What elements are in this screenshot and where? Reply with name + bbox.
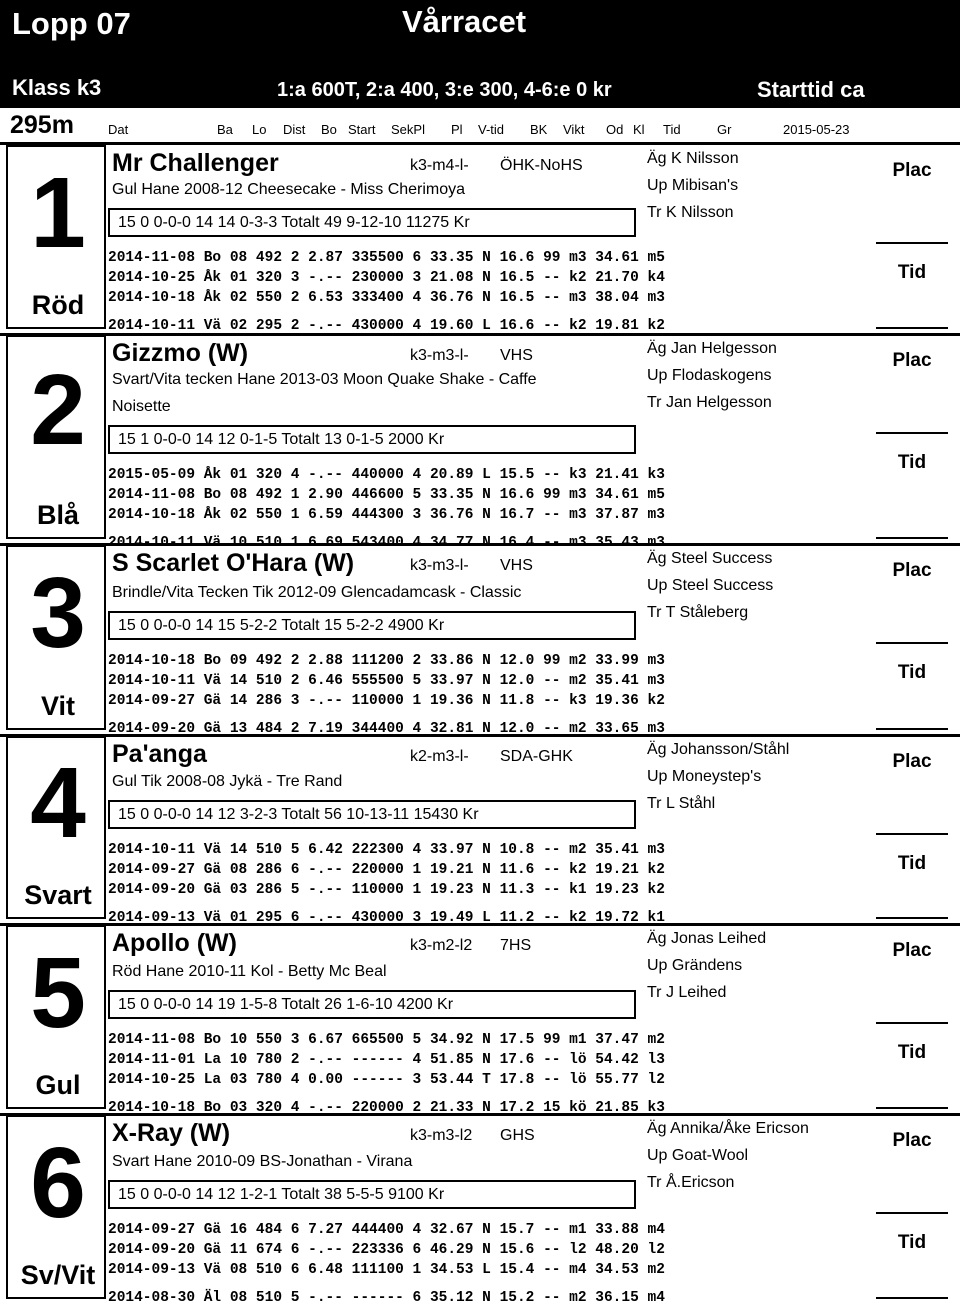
blanket-color: Blå	[36, 500, 80, 530]
stats-box: 15 0 0-0-0 14 12 3-2-3 Totalt 56 10-13-11 15430 Kr	[108, 800, 636, 829]
plac-label: Plac	[892, 1130, 932, 1151]
start-number-box	[6, 925, 106, 1109]
tid-line	[876, 917, 948, 919]
column-header: Dat	[108, 122, 129, 137]
start-number: 4	[30, 747, 86, 859]
tid-line	[876, 1297, 948, 1299]
home-track: SDA-GHK	[500, 748, 573, 765]
horse-name: Pa'anga	[112, 740, 207, 768]
start-number-box	[6, 736, 106, 919]
race-class: Klass k3	[12, 75, 102, 100]
horse-info: Brindle/Vita Tecken Tik 2012-09 Glencadamcask - Classic	[112, 584, 522, 601]
runner-block	[0, 1115, 960, 1305]
start-row: 2014-09-20 Gä 11 674 6 -.-- 223336 6 46.29 N 15.6 -- l2 48.20 l2	[108, 1242, 665, 1258]
column-header: Ba	[217, 122, 233, 137]
tid-line	[876, 327, 948, 329]
start-row: 2015-05-09 Åk 01 320 4 -.-- 440000 4 20.89 L 15.5 -- k3 21.41 k3	[108, 467, 665, 483]
start-row: 2014-09-27 Gä 08 286 6 -.-- 220000 1 19.21 N 11.6 -- k2 19.21 k2	[108, 862, 665, 878]
home-track: 7HS	[500, 937, 532, 954]
start-row: 2014-10-25 La 03 780 4 0.00 ------ 3 53.44 T 17.8 -- lö 55.77 l2	[108, 1072, 665, 1088]
horse-info: Gul Hane 2008-12 Cheesecake - Miss Cherimoya	[112, 181, 466, 198]
column-header: Lo	[252, 122, 267, 137]
owner: Äg Annika/Åke Ericson	[647, 1120, 809, 1137]
trainer: Tr T Ståleberg	[647, 604, 749, 621]
blanket-color: Sv/Vit	[20, 1260, 96, 1290]
owner: Äg Steel Success	[647, 550, 773, 567]
plac-line	[876, 1212, 948, 1214]
class-info: k3-m3-l2	[410, 1127, 473, 1144]
class-info: k2-m3-l-	[410, 748, 469, 765]
breeder: Up Steel Success	[647, 577, 774, 594]
horse-name: Mr Challenger	[112, 149, 279, 177]
race-date: 2015-05-23	[783, 122, 850, 137]
horse-name: X-Ray (W)	[112, 1119, 231, 1147]
previous-starts	[108, 1220, 665, 1308]
start-row: 2014-11-08 Bo 10 550 3 6.67 665500 5 34.92 N 17.5 99 m1 37.47 m2	[108, 1032, 665, 1048]
tid-line	[876, 537, 948, 539]
column-header: Pl	[451, 122, 463, 137]
previous-starts	[108, 465, 665, 553]
start-row: 2014-08-30 Äl 08 510 5 -.-- ------ 6 35.12 N 15.2 -- m2 36.15 m4	[108, 1290, 665, 1306]
start-number-box	[6, 545, 106, 730]
race-prizes: 1:a 600T, 2:a 400, 3:e 300, 4-6:e 0 kr	[277, 79, 612, 101]
column-header: Od	[606, 122, 624, 137]
plac-label: Plac	[892, 350, 932, 371]
previous-starts	[108, 1030, 665, 1118]
start-time: Starttid ca	[757, 77, 865, 102]
start-row: 2014-09-13 Vä 08 510 6 6.48 111100 1 34.53 L 15.4 -- m4 34.53 m2	[108, 1262, 665, 1278]
runner-block	[0, 545, 960, 736]
breeder: Up Flodaskogens	[647, 367, 772, 384]
start-number-box	[6, 335, 106, 539]
plac-label: Plac	[892, 940, 932, 961]
plac-line	[876, 833, 948, 835]
start-row: 2014-10-18 Åk 02 550 2 6.53 333400 4 36.76 N 16.5 -- m3 38.04 m3	[108, 290, 665, 306]
class-info: k3-m3-l-	[410, 557, 469, 574]
start-row: 2014-09-20 Gä 03 286 5 -.-- 110000 1 19.23 N 11.3 -- k1 19.23 k2	[108, 882, 665, 898]
column-header: Gr	[717, 122, 732, 137]
start-row: 2014-10-25 Åk 01 320 3 -.-- 230000 3 21.08 N 16.5 -- k2 21.70 k4	[108, 270, 665, 286]
owner: Äg Johansson/Ståhl	[647, 741, 790, 758]
horse-info: Gul Tik 2008-08 Jykä - Tre Rand	[112, 773, 343, 790]
stats-box: 15 0 0-0-0 14 19 1-5-8 Totalt 26 1-6-10 4200 Kr	[108, 990, 636, 1019]
home-track: VHS	[500, 347, 533, 364]
owner: Äg K Nilsson	[647, 150, 739, 167]
home-track: GHS	[500, 1127, 535, 1144]
trainer: Tr J Leihed	[647, 984, 727, 1001]
trainer: Tr L Ståhl	[647, 795, 716, 812]
trainer: Tr Å.Ericson	[647, 1174, 735, 1191]
race-number: Lopp 07	[12, 6, 131, 41]
horse-name: Apollo (W)	[112, 929, 237, 957]
horse-info: Svart/Vita tecken Hane 2013-03 Moon Quake Shake - Caffe	[112, 371, 537, 388]
tid-line	[876, 1107, 948, 1109]
class-info: k3-m4-l-	[410, 157, 469, 174]
column-header: Kl	[633, 122, 645, 137]
race-distance: 295m	[10, 111, 74, 139]
plac-line	[876, 642, 948, 644]
runner-block	[0, 145, 960, 335]
owner: Äg Jan Helgesson	[647, 340, 777, 357]
breeder: Up Goat-Wool	[647, 1147, 749, 1164]
blanket-color: Gul	[35, 1070, 81, 1100]
start-number: 2	[30, 354, 86, 466]
stats-box: 15 0 0-0-0 14 14 0-3-3 Totalt 49 9-12-10 11275 Kr	[108, 208, 636, 237]
start-number: 3	[30, 557, 86, 669]
start-row: 2014-10-11 Vä 14 510 5 6.42 222300 4 33.97 N 10.8 -- m2 35.41 m3	[108, 842, 665, 858]
breeder: Up Mibisan's	[647, 177, 739, 194]
previous-starts	[108, 840, 665, 928]
column-header: V-tid	[478, 122, 505, 137]
trainer: Tr Jan Helgesson	[647, 394, 772, 411]
plac-label: Plac	[892, 160, 932, 181]
start-number: 1	[30, 157, 86, 269]
tid-label: Tid	[897, 1232, 927, 1253]
column-header: Tid	[663, 122, 681, 137]
tid-line	[876, 728, 948, 730]
column-header: SekPl	[391, 122, 425, 137]
runner-block	[0, 925, 960, 1115]
horse-name: Gizzmo (W)	[112, 339, 249, 367]
horse-info: Noisette	[112, 398, 171, 415]
previous-starts	[108, 248, 665, 336]
start-row: 2014-11-08 Bo 08 492 2 2.87 335500 6 33.35 N 16.6 99 m3 34.61 m5	[108, 250, 665, 266]
tid-label: Tid	[897, 662, 927, 683]
tid-label: Tid	[897, 1042, 927, 1063]
runner-block	[0, 736, 960, 925]
blanket-color: Röd	[31, 290, 85, 320]
start-row: 2014-10-11 Vä 02 295 2 -.-- 430000 4 19.60 L 16.6 -- k2 19.81 k2	[108, 318, 665, 334]
tid-label: Tid	[897, 452, 927, 473]
owner: Äg Jonas Leihed	[647, 930, 767, 947]
start-row: 2014-11-08 Bo 08 492 1 2.90 446600 5 33.35 N 16.6 99 m3 34.61 m5	[108, 487, 665, 503]
column-header: BK	[530, 122, 548, 137]
trainer: Tr K Nilsson	[647, 204, 734, 221]
blanket-color: Vit	[40, 691, 75, 721]
stats-box: 15 0 0-0-0 14 15 5-2-2 Totalt 15 5-2-2 4900 Kr	[108, 611, 636, 640]
start-number: 5	[30, 937, 86, 1049]
column-header: Bo	[321, 122, 337, 137]
race-title: Vårracet	[402, 4, 527, 39]
plac-line	[876, 1022, 948, 1024]
runner-block	[0, 335, 960, 551]
column-header: Dist	[283, 122, 306, 137]
horse-info: Röd Hane 2010-11 Kol - Betty Mc Beal	[112, 963, 387, 980]
start-number-box	[6, 145, 106, 329]
tid-label: Tid	[897, 262, 927, 283]
start-row: 2014-10-18 Bo 09 492 2 2.88 111200 2 33.86 N 12.0 99 m2 33.99 m3	[108, 653, 665, 669]
stats-box: 15 1 0-0-0 14 12 0-1-5 Totalt 13 0-1-5 2000 Kr	[108, 425, 636, 454]
start-number: 6	[30, 1127, 86, 1239]
previous-starts	[108, 651, 665, 739]
column-header: Start	[348, 122, 376, 137]
breeder: Up Grändens	[647, 957, 743, 974]
start-row: 2014-10-18 Bo 03 320 4 -.-- 220000 2 21.33 N 17.2 15 kö 21.85 k3	[108, 1100, 665, 1116]
plac-line	[876, 242, 948, 244]
start-row: 2014-10-18 Åk 02 550 1 6.59 444300 3 36.76 N 16.7 -- m3 37.87 m3	[108, 507, 665, 523]
start-row: 2014-09-13 Vä 01 295 6 -.-- 430000 3 19.49 L 11.2 -- k2 19.72 k1	[108, 910, 665, 926]
plac-line	[876, 432, 948, 434]
home-track: ÖHK-NoHS	[500, 157, 583, 174]
start-row: 2014-10-11 Vä 10 510 1 6.69 543400 4 34.77 N 16.4 -- m3 35.43 m3	[108, 535, 665, 551]
start-row: 2014-10-11 Vä 14 510 2 6.46 555500 5 33.97 N 12.0 -- m2 35.41 m3	[108, 673, 665, 689]
class-info: k3-m2-l2	[410, 937, 473, 954]
race-header	[0, 0, 960, 108]
plac-label: Plac	[892, 751, 932, 772]
start-row: 2014-09-20 Gä 13 484 2 7.19 344400 4 32.81 N 12.0 -- m2 33.65 m3	[108, 721, 665, 737]
tid-label: Tid	[897, 853, 927, 874]
column-header: Vikt	[563, 122, 585, 137]
home-track: VHS	[500, 557, 533, 574]
breeder: Up Moneystep's	[647, 768, 762, 785]
horse-info: Svart Hane 2010-09 BS-Jonathan - Virana	[112, 1153, 413, 1170]
class-info: k3-m3-l-	[410, 347, 469, 364]
stats-box: 15 0 0-0-0 14 12 1-2-1 Totalt 38 5-5-5 9100 Kr	[108, 1180, 636, 1209]
start-row: 2014-09-27 Gä 16 484 6 7.27 444400 4 32.67 N 15.7 -- m1 33.88 m4	[108, 1222, 665, 1238]
start-number-box	[6, 1115, 106, 1299]
blanket-color: Svart	[24, 880, 92, 910]
horse-name: S Scarlet O'Hara (W)	[112, 549, 355, 577]
start-row: 2014-09-27 Gä 14 286 3 -.-- 110000 1 19.36 N 11.8 -- k3 19.36 k2	[108, 693, 665, 709]
plac-label: Plac	[892, 560, 932, 581]
start-row: 2014-11-01 La 10 780 2 -.-- ------ 4 51.85 N 17.6 -- lö 54.42 l3	[108, 1052, 665, 1068]
